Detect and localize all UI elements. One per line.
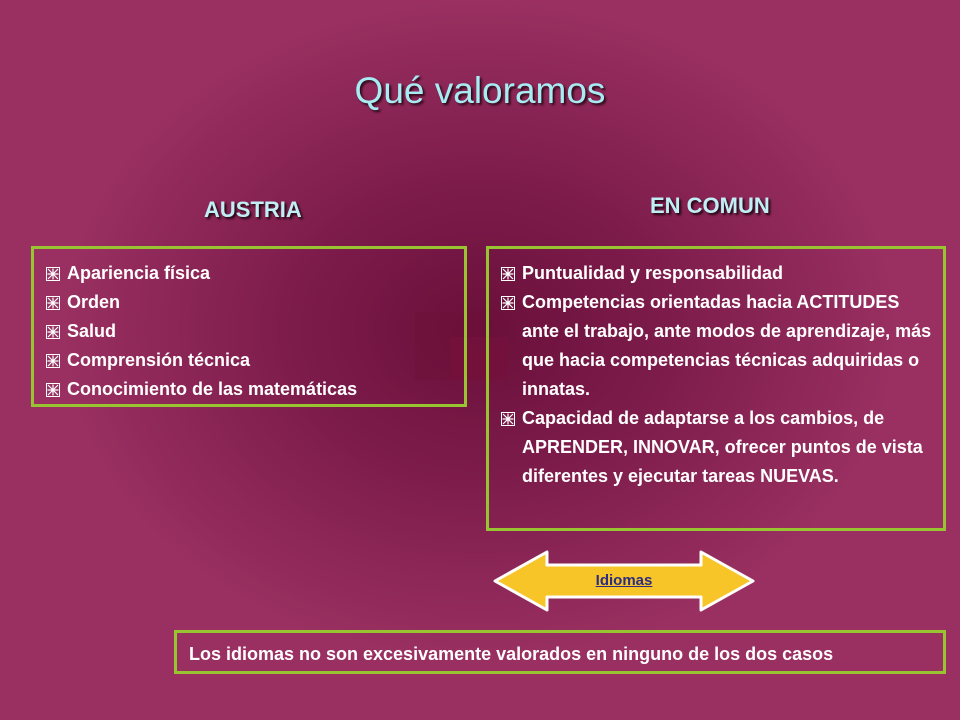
star-bullet-icon: [46, 383, 60, 397]
austria-box: [31, 246, 467, 407]
list-item-text: Comprensión técnica: [67, 350, 251, 370]
star-bullet-icon: [46, 325, 60, 339]
list-item: [46, 375, 458, 404]
list-item-text: Apariencia física: [67, 263, 211, 283]
list-item: [46, 288, 458, 317]
slide-title: Qué valoramos: [354, 70, 606, 111]
star-bullet-icon: [46, 267, 60, 281]
list-item: [501, 288, 937, 404]
footer-box: [174, 630, 946, 674]
list-item-text: Salud: [67, 321, 117, 341]
list-item: [46, 346, 458, 375]
star-bullet-icon: [501, 267, 515, 281]
star-bullet-icon: [501, 296, 515, 310]
list-item-text: Orden: [67, 292, 121, 312]
star-bullet-icon: [46, 296, 60, 310]
austria-heading: AUSTRIA: [204, 197, 302, 222]
comun-box: [486, 246, 946, 531]
list-item-text: Puntualidad y responsabilidad: [522, 263, 784, 283]
list-item: [501, 404, 937, 491]
footer-text: Los idiomas no son excesivamente valorados en ninguno de los dos casos: [189, 644, 834, 664]
list-item-text: Capacidad de adaptarse a los cambios, de APRENDER, INNOVAR, ofrecer puntos de vista diferentes y ejecutar tareas NUEVAS.: [522, 408, 923, 486]
list-item: [46, 317, 458, 346]
arrow-label: Idiomas: [595, 572, 653, 589]
list-item: [501, 259, 937, 288]
comun-heading: EN COMUN: [650, 193, 770, 218]
star-bullet-icon: [46, 354, 60, 368]
star-bullet-icon: [501, 412, 515, 426]
list-item-text: Competencias orientadas hacia ACTITUDES ante el trabajo, ante modos de aprendizaje, más que hacia competencias técnicas adquiridas o innatas.: [522, 292, 932, 399]
list-item-text: Conocimiento de las matemáticas: [67, 379, 358, 399]
list-item: [46, 259, 458, 288]
